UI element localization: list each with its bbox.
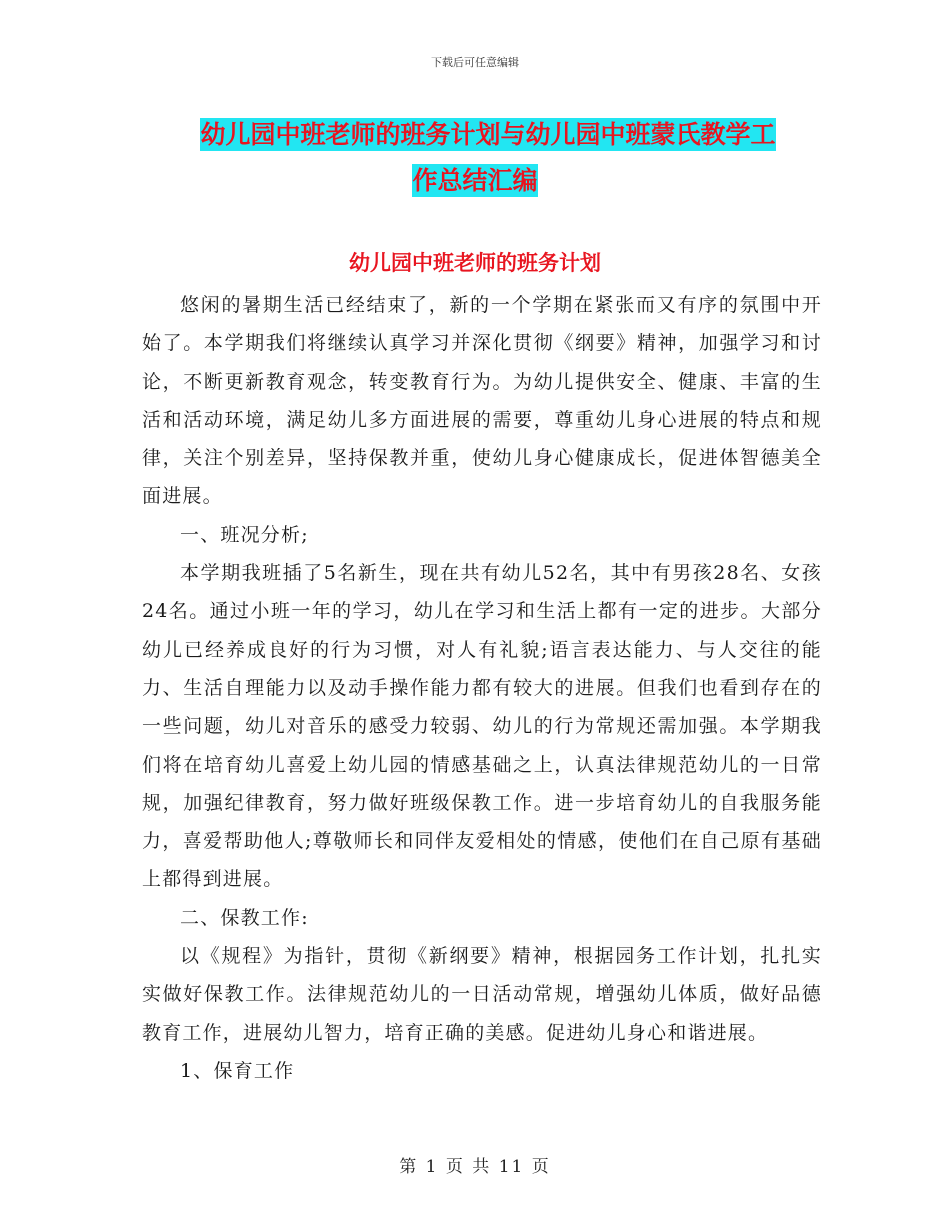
care-education-paragraph: 以《规程》为指针，贯彻《新纲要》精神，根据园务工作计划，扎扎实实做好保教工作。法律规范幼儿的一日活动常规，增强幼儿体质，做好品德教育工作，进展幼儿智力，培育正确的美感。促进幼儿身心和谐进展。	[142, 945, 822, 1044]
heading-nursing-work: 1、保育工作	[180, 1059, 295, 1082]
intro-paragraph: 悠闲的暑期生活已经结束了，新的一个学期在紧张而又有序的氛围中开始了。本学期我们将继续认真学习并深化贯彻《纲要》精神，加强学习和讨论，不断更新教育观念，转变教育行为。为幼儿提供安全、健康、丰富的生活和活动环境，满足幼儿多方面进展的需要，尊重幼儿身心进展的特点和规律，关注个别差异，坚持保教并重，使幼儿身心健康成长，促进体智德美全面进展。	[142, 294, 822, 508]
document-title	[0, 112, 950, 204]
page-header-note: 下载后可任意编辑	[431, 56, 519, 69]
heading-care-education: 二、保教工作:	[180, 906, 309, 929]
document-title-line-1: 幼儿园中班老师的班务计划与幼儿园中班蒙氏教学工	[200, 120, 776, 149]
document-title-line-2: 作总结汇编	[412, 166, 538, 195]
heading-class-analysis: 一、班况分析;	[180, 523, 309, 546]
page-number: 第 1 页 共 11 页	[399, 1157, 551, 1177]
section-title: 幼儿园中班老师的班务计划	[349, 251, 601, 275]
class-analysis-paragraph: 本学期我班插了5名新生，现在共有幼儿52名，其中有男孩28名、女孩24名。通过小班一年的学习，幼儿在学习和生活上都有一定的进步。大部分幼儿已经养成良好的行为习惯，对人有礼貌;语言表达能力、与人交往的能力、生活自理能力以及动手操作能力都有较大的进展。但我们也看到存在的一些问题，幼儿对音乐的感受力较弱、幼儿的行为常规还需加强。本学期我们将在培育幼儿喜爱上幼儿园的情感基础之上，认真法律规范幼儿的一日常规，加强纪律教育，努力做好班级保教工作。进一步培育幼儿的自我服务能力，喜爱帮助他人;尊敬师长和同伴友爱相处的情感，使他们在自己原有基础上都得到进展。	[142, 562, 822, 891]
document-body	[142, 286, 822, 1090]
